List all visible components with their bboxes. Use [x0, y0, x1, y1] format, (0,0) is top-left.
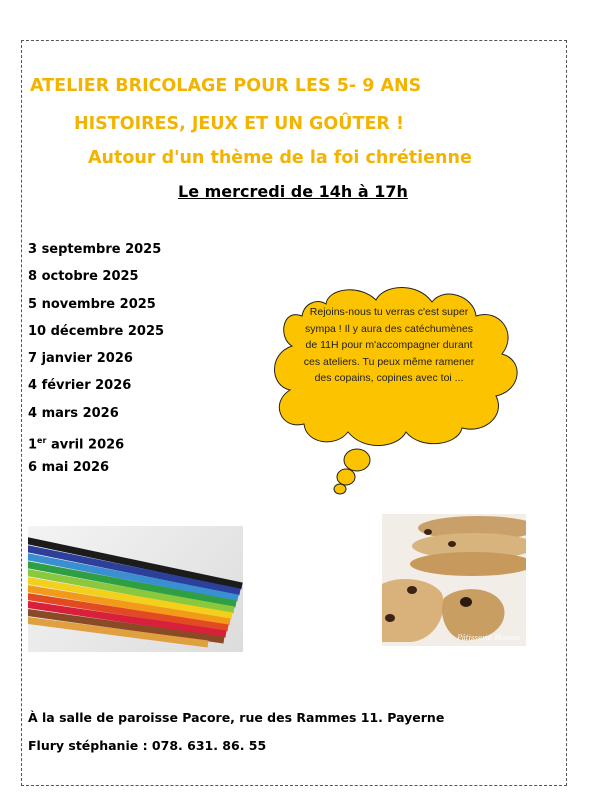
dates-list	[28, 240, 164, 486]
date-item	[28, 431, 164, 458]
colored-pencils-photo	[28, 526, 243, 652]
cookies-watermark: Pâtisserie Maison	[457, 634, 520, 642]
title-line-3: Autour d'un thème de la foi chrétienne	[88, 148, 472, 168]
date-item: 4 février 2026	[28, 378, 132, 394]
date-item: 4 mars 2026	[28, 405, 119, 421]
date-item: 6 mai 2026	[28, 460, 110, 476]
date-rest: avril 2026	[46, 437, 125, 453]
title-line-2: HISTOIRES, JEUX ET UN GOÛTER !	[74, 114, 404, 134]
date-item: 3 septembre 2025	[28, 242, 162, 257]
date-item: 5 novembre 2025	[28, 296, 156, 312]
location-text: À la salle de paroisse Pacore, rue des Rammes 11. Payerne	[28, 710, 445, 725]
pencils-illustration	[28, 526, 243, 652]
date-item: 7 janvier 2026	[28, 351, 133, 367]
date-day: 1	[28, 437, 38, 453]
date-item: 10 décembre 2025	[28, 323, 165, 339]
date-item: 8 octobre 2025	[28, 269, 139, 285]
cookies-photo	[382, 514, 526, 646]
bubble-text: Rejoins-nous tu verras c'est super sympa ! Il y aura des catéchumènes de 11H pour m'accompagner durant ces ateliers. Tu peux même ramener des copains, copines avec toi ...	[303, 306, 475, 385]
date-ordinal: er	[37, 436, 47, 446]
contact-text: Flury stéphanie : 078. 631. 86. 55	[28, 738, 267, 753]
cookies-illustration	[382, 514, 526, 646]
schedule-heading: Le mercredi de 14h à 17h	[178, 182, 408, 201]
title-line-1: ATELIER BRICOLAGE POUR LES 5- 9 ANS	[30, 76, 422, 96]
